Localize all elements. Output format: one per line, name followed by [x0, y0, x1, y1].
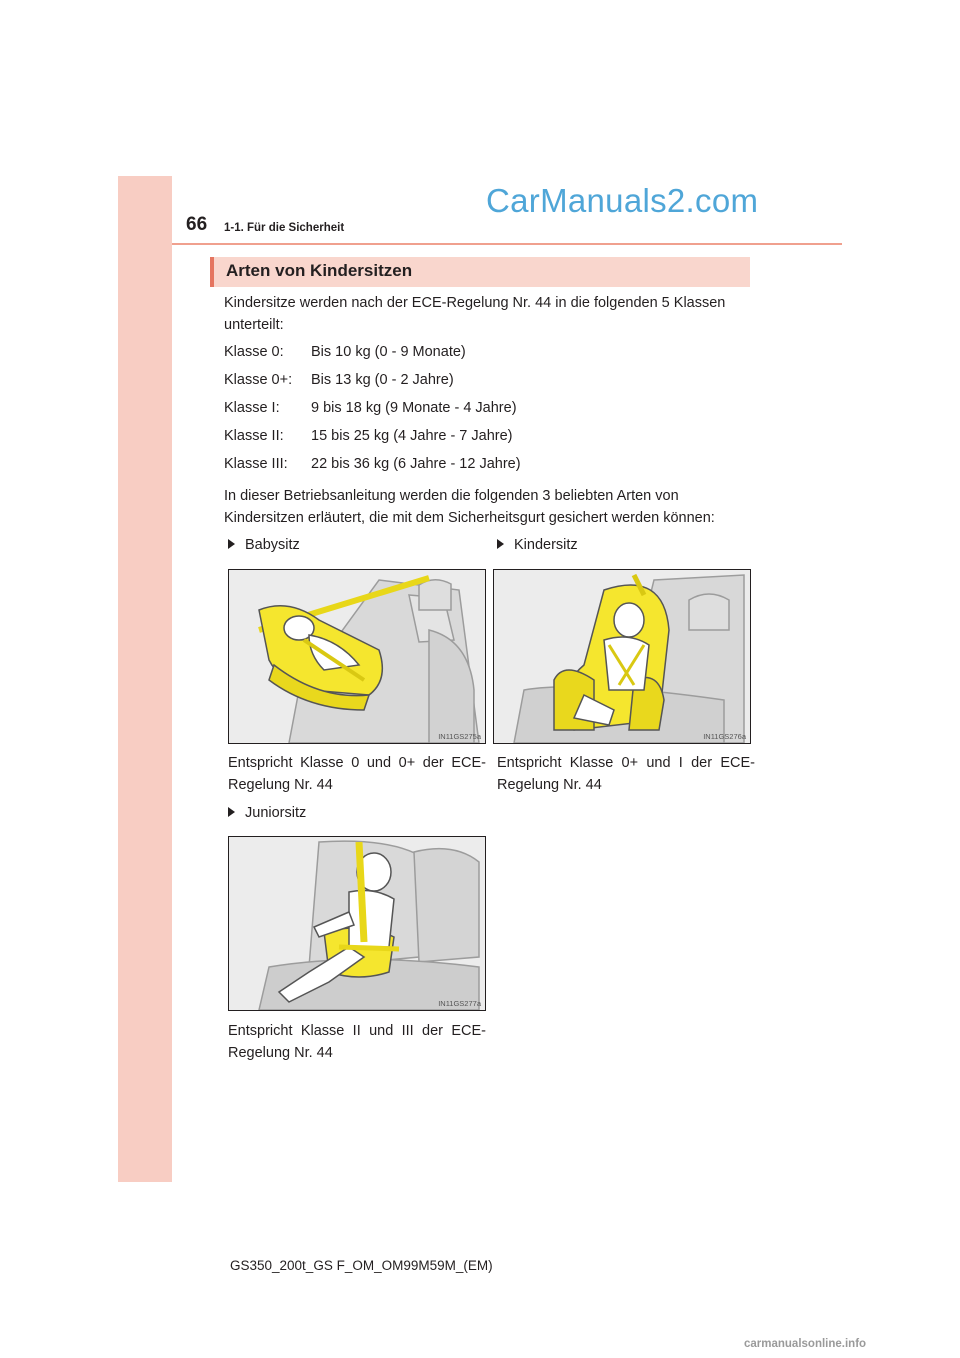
footer-watermark[interactable]: carmanualsonline.info — [744, 1338, 867, 1350]
section-header — [210, 257, 750, 287]
bullet-triangle-icon — [228, 807, 235, 817]
intro-paragraph: Kindersitze werden nach der ECE-Regelung Nr. 44 in die folgenden 5 Klassen unterteilt: — [224, 295, 726, 333]
figure-kindersitz — [493, 569, 751, 744]
side-band — [118, 176, 172, 1182]
seat-title: Babysitz — [245, 537, 300, 553]
class-label: Klasse 0+: — [224, 372, 293, 388]
class-row — [224, 428, 513, 444]
seat-heading-kindersitz — [497, 537, 578, 553]
class-row — [224, 344, 466, 360]
watermark-logo[interactable]: CarManuals2.com — [486, 182, 759, 219]
babysitz-illustration — [229, 570, 485, 743]
caption-kindersitz: Entspricht Klasse 0+ und I der ECE-Regelung Nr. 44 — [497, 755, 755, 793]
chapter-title: 1-1. Für die Sicherheit — [224, 222, 345, 234]
bullet-triangle-icon — [497, 539, 504, 549]
caption-juniorsitz: Entspricht Klasse II und III der ECE-Regelung Nr. 44 — [228, 1023, 486, 1061]
figure-juniorsitz — [228, 836, 486, 1011]
figure-code: IN11GS276a — [703, 732, 746, 741]
seat-heading-babysitz — [228, 537, 300, 553]
seat-heading-juniorsitz — [228, 805, 306, 821]
class-label: Klasse I: — [224, 400, 280, 416]
figure-code: IN11GS277a — [438, 999, 481, 1008]
seat-title: Kindersitz — [514, 537, 578, 553]
caption-babysitz: Entspricht Klasse 0 und 0+ der ECE-Regelung Nr. 44 — [228, 755, 486, 793]
class-value: 9 bis 18 kg (9 Monate - 4 Jahre) — [311, 400, 517, 416]
class-row — [224, 456, 521, 472]
explanation-paragraph: In dieser Betriebsanleitung werden die folgenden 3 beliebten Arten von Kindersitzen erläutert, die mit dem Sicherheitsgurt gesichert werden können: — [224, 488, 715, 526]
seat-title: Juniorsitz — [245, 805, 307, 821]
bullet-triangle-icon — [228, 539, 235, 549]
section-title: Arten von Kindersitzen — [226, 261, 413, 280]
header-divider — [172, 243, 842, 245]
page-number: 66 — [186, 214, 208, 235]
class-value: Bis 13 kg (0 - 2 Jahre) — [311, 372, 454, 388]
class-label: Klasse 0: — [224, 344, 284, 360]
class-value: Bis 10 kg (0 - 9 Monate) — [311, 344, 466, 360]
class-label: Klasse II: — [224, 428, 284, 444]
figure-babysitz — [228, 569, 486, 744]
juniorsitz-illustration — [229, 837, 485, 1010]
class-value: 22 bis 36 kg (6 Jahre - 12 Jahre) — [311, 456, 521, 472]
class-value: 15 bis 25 kg (4 Jahre - 7 Jahre) — [311, 428, 513, 444]
footer-model-code: GS350_200t_GS F_OM_OM99M59M_(EM) — [230, 1258, 493, 1273]
class-row — [224, 372, 454, 388]
class-label: Klasse III: — [224, 456, 288, 472]
figure-code: IN11GS275a — [438, 732, 481, 741]
class-row — [224, 400, 517, 416]
kindersitz-illustration — [494, 570, 750, 743]
